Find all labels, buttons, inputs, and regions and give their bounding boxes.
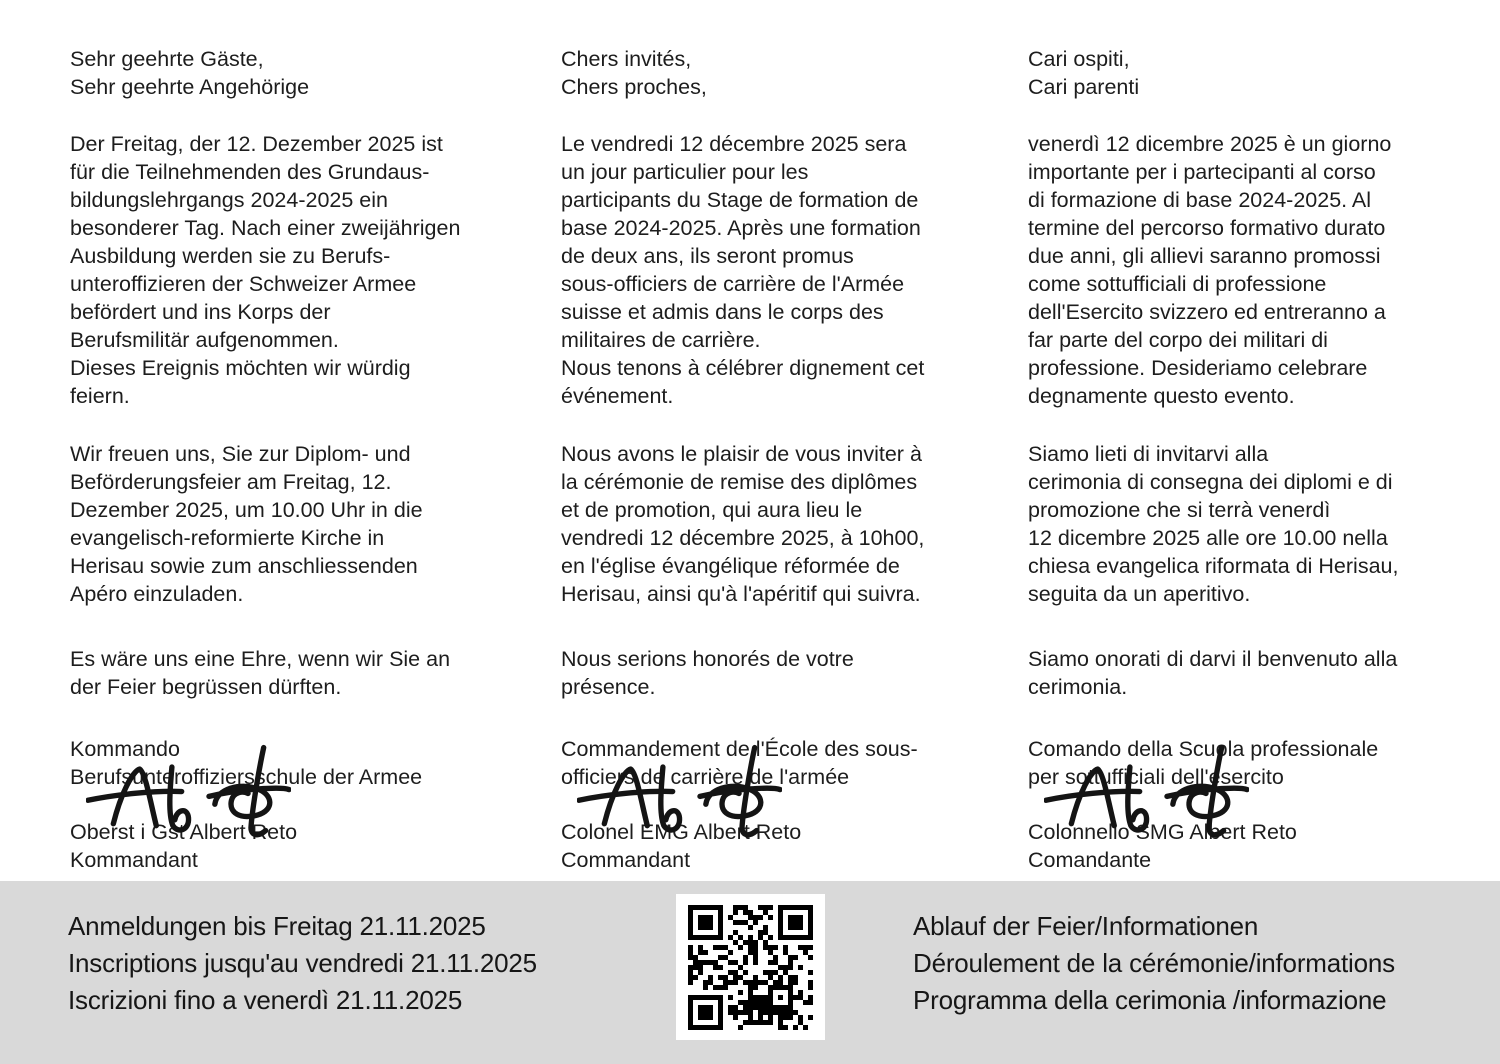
text-line: la cérémonie de remise des diplômes bbox=[561, 470, 918, 494]
text-line: Der Freitag, der 12. Dezember 2025 ist bbox=[70, 132, 443, 156]
invitation-column-it bbox=[1028, 45, 1488, 874]
text-line: Sehr geehrte Angehörige bbox=[70, 75, 310, 99]
text-line: Sehr geehrte Gäste, bbox=[70, 47, 264, 71]
text-line: besonderer Tag. Nach einer zweijährigen bbox=[70, 216, 461, 240]
text-line: suisse et admis dans le corps des bbox=[561, 300, 884, 324]
greeting bbox=[1028, 45, 1488, 101]
text-line: Siamo onorati di darvi il benvenuto alla bbox=[1028, 647, 1398, 671]
paragraph-main bbox=[561, 130, 1021, 410]
text-line: befördert und ins Korps der bbox=[70, 300, 331, 324]
text-line: Nous avons le plaisir de vous inviter à bbox=[561, 442, 922, 466]
signer-name: Colonnello SMG Albert Reto bbox=[1028, 820, 1297, 844]
text-line: dell'Esercito svizzero ed entreranno a bbox=[1028, 300, 1386, 324]
text-line: importante per i partecipanti al corso bbox=[1028, 160, 1376, 184]
text-line: termine del percorso formativo durato bbox=[1028, 216, 1386, 240]
paragraph-honor bbox=[1028, 645, 1488, 701]
greeting bbox=[70, 45, 530, 101]
text-line: für die Teilnehmenden des Grundaus- bbox=[70, 160, 430, 184]
info-line: Déroulement de la cérémonie/informations bbox=[913, 948, 1395, 978]
text-line: Chers proches, bbox=[561, 75, 707, 99]
text-line: Es wäre uns eine Ehre, wenn wir Sie an bbox=[70, 647, 451, 671]
signing-organisation bbox=[561, 735, 1021, 791]
text-line: de deux ans, ils seront promus bbox=[561, 244, 854, 268]
registration-deadlines bbox=[68, 908, 537, 1019]
info-line: Ablauf der Feier/Informationen bbox=[913, 911, 1259, 941]
text-line: Herisau sowie zum anschliessenden bbox=[70, 554, 418, 578]
text-line: Herisau, ainsi qu'à l'apéritif qui suivra. bbox=[561, 582, 921, 606]
greeting bbox=[561, 45, 1021, 101]
text-line: chiesa evangelica riformata di Herisau, bbox=[1028, 554, 1399, 578]
text-line: venerdì 12 dicembre 2025 è un giorno bbox=[1028, 132, 1392, 156]
text-line: militaires de carrière. bbox=[561, 328, 761, 352]
signing-organisation bbox=[1028, 735, 1488, 791]
text-line: Cari parenti bbox=[1028, 75, 1140, 99]
text-line: en l'église évangélique réformée de bbox=[561, 554, 900, 578]
text-line: vendredi 12 décembre 2025, à 10h00, bbox=[561, 526, 925, 550]
paragraph-main bbox=[1028, 130, 1488, 410]
text-line: événement. bbox=[561, 384, 674, 408]
invitation-column-fr bbox=[561, 45, 1021, 874]
text-line: Kommando bbox=[70, 737, 180, 761]
text-line: Le vendredi 12 décembre 2025 sera bbox=[561, 132, 907, 156]
text-line: due anni, gli allievi saranno promossi bbox=[1028, 244, 1381, 268]
text-line: per sottufficiali dell'esercito bbox=[1028, 765, 1284, 789]
footer-bar bbox=[0, 881, 1500, 1064]
ceremony-info-links bbox=[913, 908, 1395, 1019]
text-line: Apéro einzuladen. bbox=[70, 582, 244, 606]
text-line: Cari ospiti, bbox=[1028, 47, 1130, 71]
text-line: unteroffizieren der Schweizer Armee bbox=[70, 272, 417, 296]
signer-name: Colonel EMG Albert Reto bbox=[561, 820, 802, 844]
paragraph-invitation bbox=[1028, 440, 1488, 608]
text-line: Berufsmilitär aufgenommen. bbox=[70, 328, 339, 352]
text-line: feiern. bbox=[70, 384, 130, 408]
qr-code-box bbox=[676, 894, 825, 1040]
text-line: promozione che si terrà venerdì bbox=[1028, 498, 1331, 522]
text-line: Chers invités, bbox=[561, 47, 692, 71]
text-line: far parte del corpo dei militari di bbox=[1028, 328, 1328, 352]
signer-name: Oberst i Gst Albert Reto bbox=[70, 820, 298, 844]
text-line: Wir freuen uns, Sie zur Diplom- und bbox=[70, 442, 411, 466]
text-line: seguita da un aperitivo. bbox=[1028, 582, 1251, 606]
signer-role: Kommandant bbox=[70, 848, 198, 872]
signing-organisation bbox=[70, 735, 530, 791]
deadline-line: Iscrizioni fino a venerdì 21.11.2025 bbox=[68, 985, 463, 1015]
text-line: Berufsunteroffiziersschule der Armee bbox=[70, 765, 423, 789]
text-line: di formazione di base 2024-2025. Al bbox=[1028, 188, 1372, 212]
invitation-column-de bbox=[70, 45, 530, 874]
text-line: Comando della Scuola professionale bbox=[1028, 737, 1379, 761]
paragraph-invitation bbox=[70, 440, 530, 608]
text-line: Ausbildung werden sie zu Berufs- bbox=[70, 244, 391, 268]
text-line: 12 dicembre 2025 alle ore 10.00 nella bbox=[1028, 526, 1388, 550]
paragraph-invitation bbox=[561, 440, 1021, 608]
text-line: degnamente questo evento. bbox=[1028, 384, 1295, 408]
text-line: Dieses Ereignis möchten wir würdig bbox=[70, 356, 411, 380]
text-line: et de promotion, qui aura lieu le bbox=[561, 498, 863, 522]
text-line: Beförderungsfeier am Freitag, 12. bbox=[70, 470, 392, 494]
text-line: un jour particulier pour les bbox=[561, 160, 809, 184]
text-line: sous-officiers de carrière de l'Armée bbox=[561, 272, 905, 296]
text-line: participants du Stage de formation de bbox=[561, 188, 919, 212]
text-line: Commandement de l'École des sous- bbox=[561, 737, 918, 761]
text-line: cerimonia. bbox=[1028, 675, 1128, 699]
text-line: cerimonia di consegna dei diplomi e di bbox=[1028, 470, 1393, 494]
paragraph-honor bbox=[70, 645, 530, 701]
text-line: bildungslehrgangs 2024-2025 ein bbox=[70, 188, 388, 212]
text-line: der Feier begrüssen dürften. bbox=[70, 675, 342, 699]
text-line: Siamo lieti di invitarvi alla bbox=[1028, 442, 1269, 466]
deadline-line: Inscriptions jusqu'au vendredi 21.11.2025 bbox=[68, 948, 537, 978]
paragraph-honor bbox=[561, 645, 1021, 701]
text-line: Nous serions honorés de votre bbox=[561, 647, 854, 671]
text-line: base 2024-2025. Après une formation bbox=[561, 216, 921, 240]
text-line: officiers de carrière de l'armée bbox=[561, 765, 850, 789]
text-line: présence. bbox=[561, 675, 656, 699]
qr-code-icon[interactable] bbox=[688, 905, 813, 1030]
text-line: professione. Desideriamo celebrare bbox=[1028, 356, 1368, 380]
info-line: Programma della cerimonia /informazione bbox=[913, 985, 1387, 1015]
text-line: evangelisch-reformierte Kirche in bbox=[70, 526, 385, 550]
text-line: come sottufficiali di professione bbox=[1028, 272, 1327, 296]
text-line: Nous tenons à célébrer dignement cet bbox=[561, 356, 925, 380]
paragraph-main bbox=[70, 130, 530, 410]
signer-role: Commandant bbox=[561, 848, 691, 872]
signer-role: Comandante bbox=[1028, 848, 1152, 872]
deadline-line: Anmeldungen bis Freitag 21.11.2025 bbox=[68, 911, 486, 941]
text-line: Dezember 2025, um 10.00 Uhr in die bbox=[70, 498, 423, 522]
